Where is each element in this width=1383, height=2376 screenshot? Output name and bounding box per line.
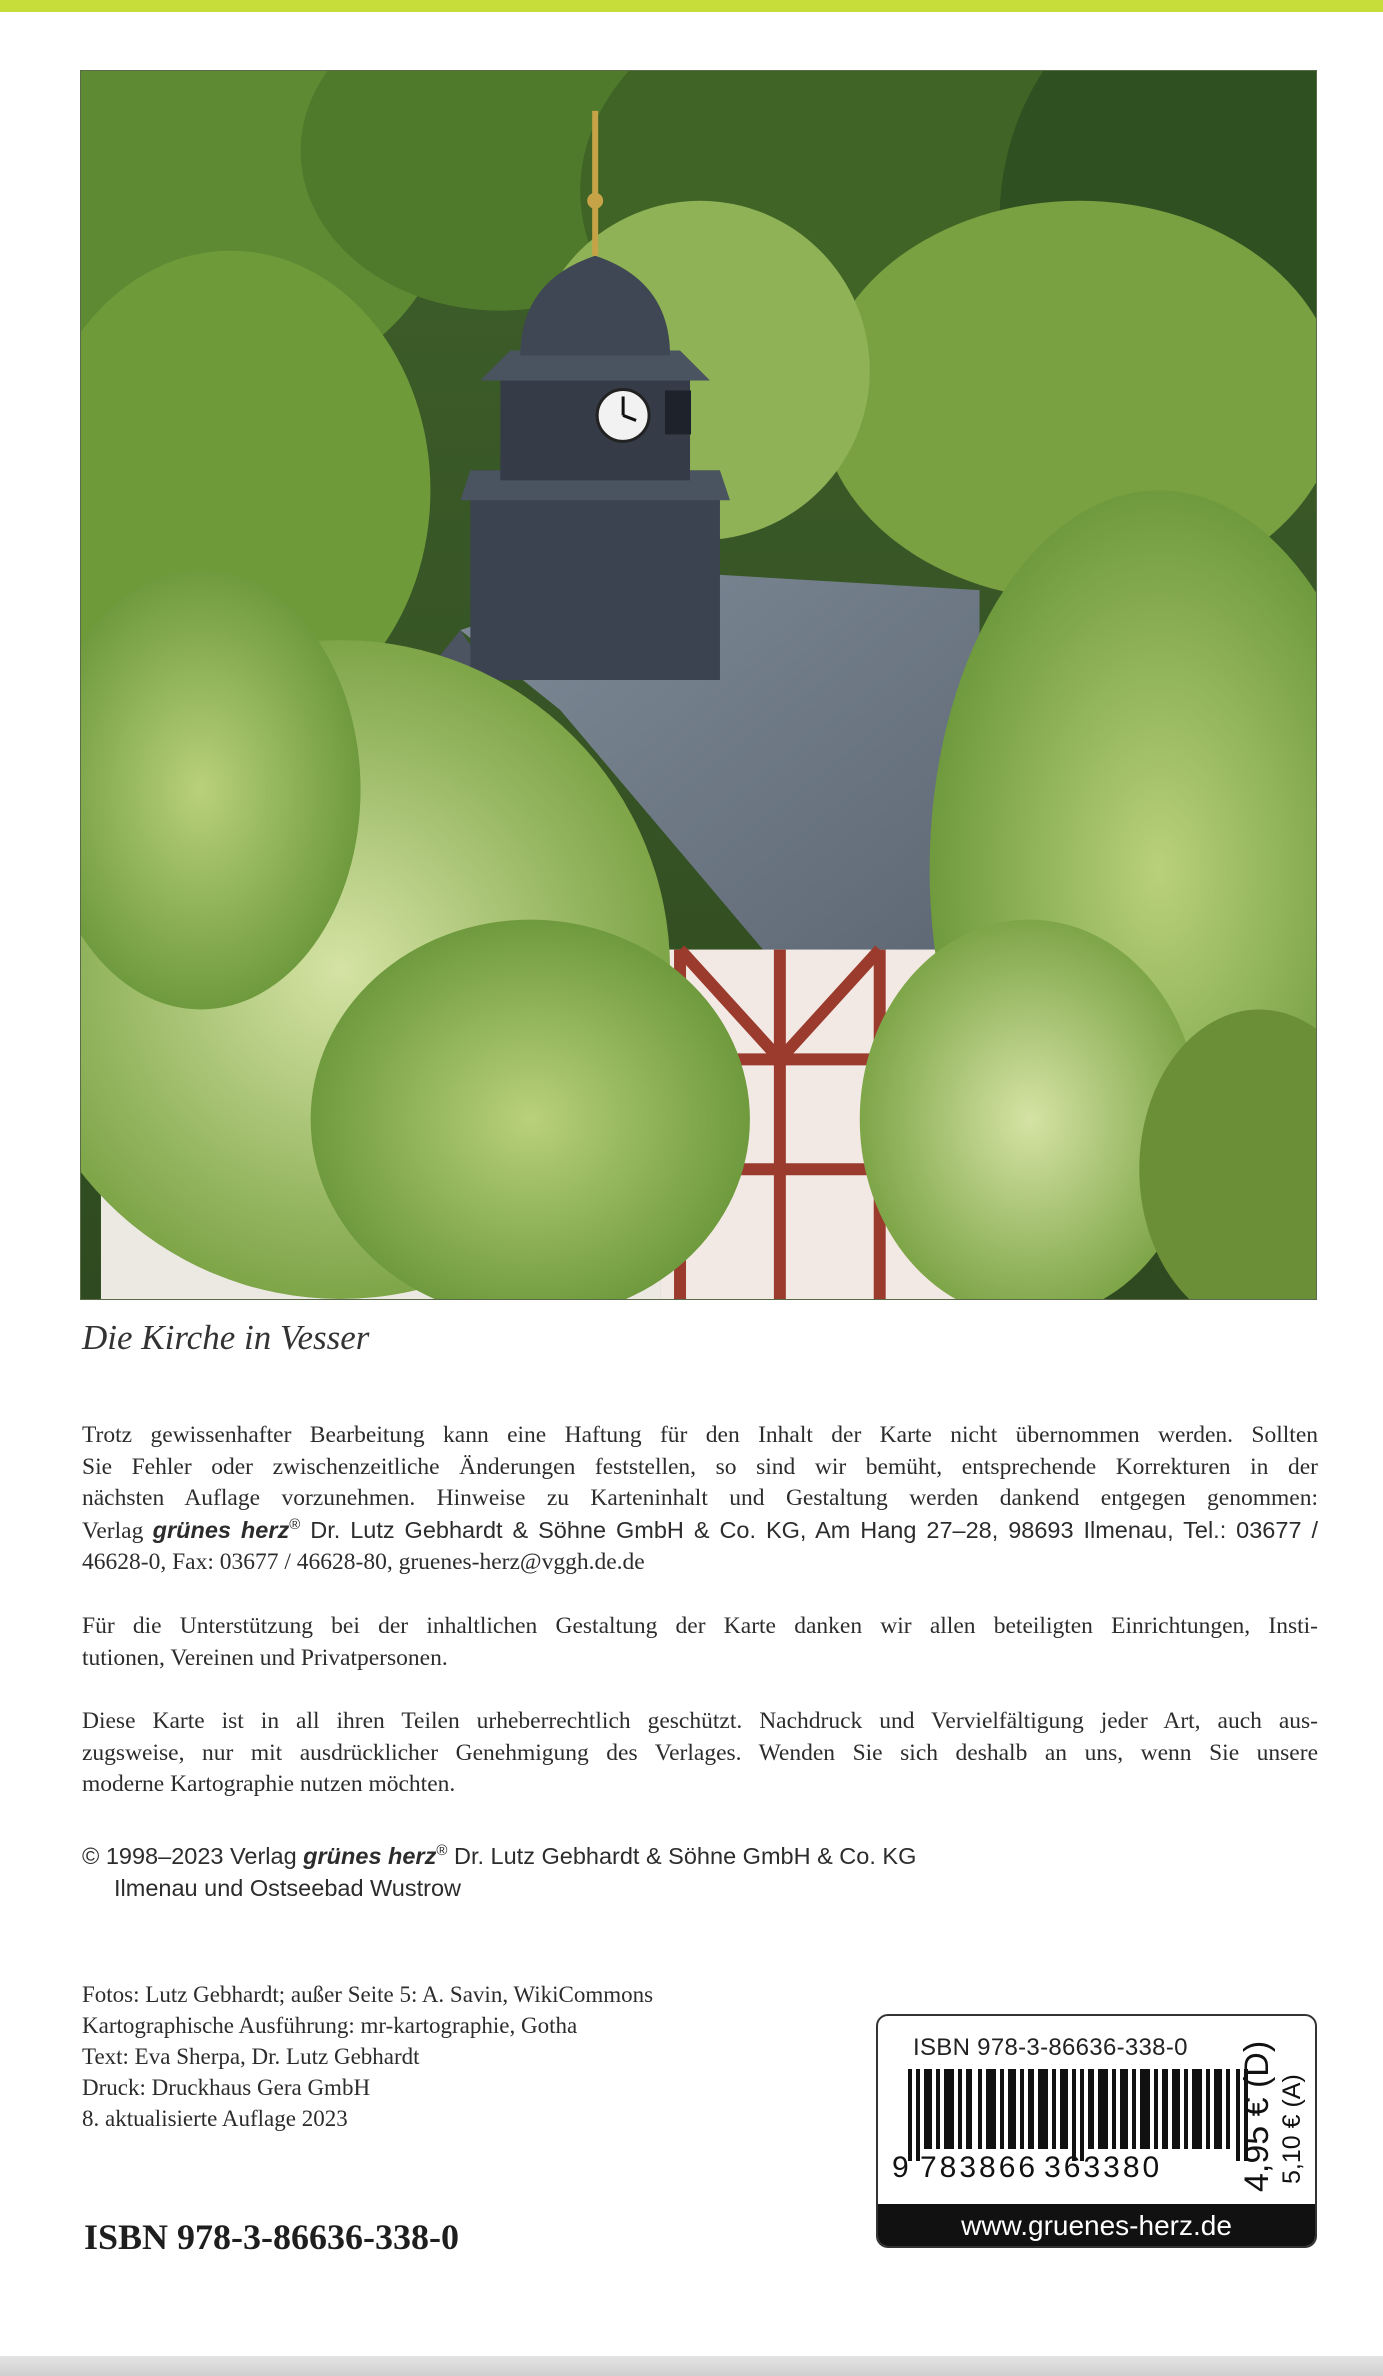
barcode-isbn: ISBN 978-3-86636-338-0 <box>913 2034 1188 2061</box>
bottom-edge <box>0 2356 1383 2376</box>
credit-cartography: Kartographische Ausführung: mr-kartographie, Gotha <box>82 2013 578 2038</box>
imprint-locations: Ilmenau und Ostseebad Wustrow <box>114 1875 462 1901</box>
thanks-line-2: tutionen, Vereinen und Privatpersonen. <box>82 1644 448 1671</box>
disclaimer-address-line <box>82 1515 1318 1548</box>
publisher-brand: grünes herz <box>152 1516 290 1543</box>
price-block <box>1236 2032 1316 2192</box>
imprint-company: Dr. Lutz Gebhardt & Söhne GmbH & Co. KG <box>447 1843 917 1869</box>
photo-caption: Die Kirche in Vesser <box>82 1318 370 1357</box>
imprint-line-1 <box>82 1840 916 1872</box>
imprint-registered: ® <box>436 1842 448 1860</box>
credit-print: Druck: Druckhaus Gera GmbH <box>82 2075 371 2100</box>
thanks-line-1: Für die Unterstützung bei der inhaltlichen Gestaltung der Karte danken wir allen beteiligten Einrichtungen, Insti- <box>82 1613 1318 1639</box>
registered-mark: ® <box>289 1515 301 1533</box>
imprint-prefix: © 1998–2023 Verlag <box>82 1843 304 1869</box>
verlag-prefix: Verlag <box>82 1517 153 1544</box>
credit-edition: 8. aktualisierte Auflage 2023 <box>82 2106 348 2131</box>
publisher-address: Dr. Lutz Gebhardt & Söhne GmbH & Co. KG, Am Hang 27–28, 98693 Ilmenau, Tel.: 03677 / <box>300 1516 1318 1543</box>
disclaimer-line-2: Sie Fehler oder zwischenzeitliche Änderungen feststellen, so sind wir bemüht, entsprechende Korrekturen in der <box>82 1453 1318 1480</box>
copyright-paragraph <box>82 1706 1318 1801</box>
church-photo <box>80 70 1317 1300</box>
imprint <box>82 1840 916 1904</box>
copyright-line-2: zugsweise, nur mit ausdrücklicher Genehmigung des Verlages. Wenden Sie sich deshalb an uns, wenn Sie unsere <box>82 1739 1318 1766</box>
top-color-band <box>0 0 1383 12</box>
barcode-digits <box>892 2151 1252 2185</box>
barcode-digit-first: 9 <box>892 2151 909 2184</box>
price-austria: 5,10 € (A) <box>1278 2074 1306 2184</box>
isbn-label: ISBN 978-3-86636-338-0 <box>84 2217 459 2257</box>
copyright-line-3: moderne Kartographie nutzen möchten. <box>82 1771 456 1797</box>
thanks-paragraph <box>82 1611 1318 1674</box>
imprint-brand: grünes herz <box>303 1843 437 1869</box>
copyright-line-1: Diese Karte ist in all ihren Teilen urheberrechtlich geschützt. Nachdruck und Vervielfältigung jeder Art, auch aus- <box>82 1708 1318 1734</box>
disclaimer-paragraph <box>82 1420 1318 1579</box>
price-germany: 4,95 € (D) <box>1238 2040 1276 2192</box>
barcode-bars <box>908 2069 1248 2161</box>
barcode-panel <box>876 2014 1317 2248</box>
church-photo-illustration <box>81 71 1316 1299</box>
website-link[interactable]: www.gruenes-herz.de <box>878 2204 1315 2248</box>
barcode-digit-group-1: 783866 <box>920 2151 1039 2184</box>
credit-text: Text: Eva Sherpa, Dr. Lutz Gebhardt <box>82 2044 420 2069</box>
barcode-digit-group-2: 363380 <box>1044 2151 1163 2184</box>
disclaimer-line-3: nächsten Auflage vorzunehmen. Hinweise zu Karteninhalt und Gestaltung werden dankend entgegen genommen: <box>82 1485 1318 1511</box>
disclaimer-line-1: Trotz gewissenhafter Bearbeitung kann eine Haftung für den Inhalt der Karte nicht übernommen werden. Sollten <box>82 1422 1318 1448</box>
credit-photos: Fotos: Lutz Gebhardt; außer Seite 5: A. Savin, WikiCommons <box>82 1982 654 2007</box>
disclaimer-contact: 46628-0, Fax: 03677 / 46628-80, gruenes-herz@vggh.de.de <box>82 1549 645 1575</box>
credits-list <box>82 1979 653 2134</box>
